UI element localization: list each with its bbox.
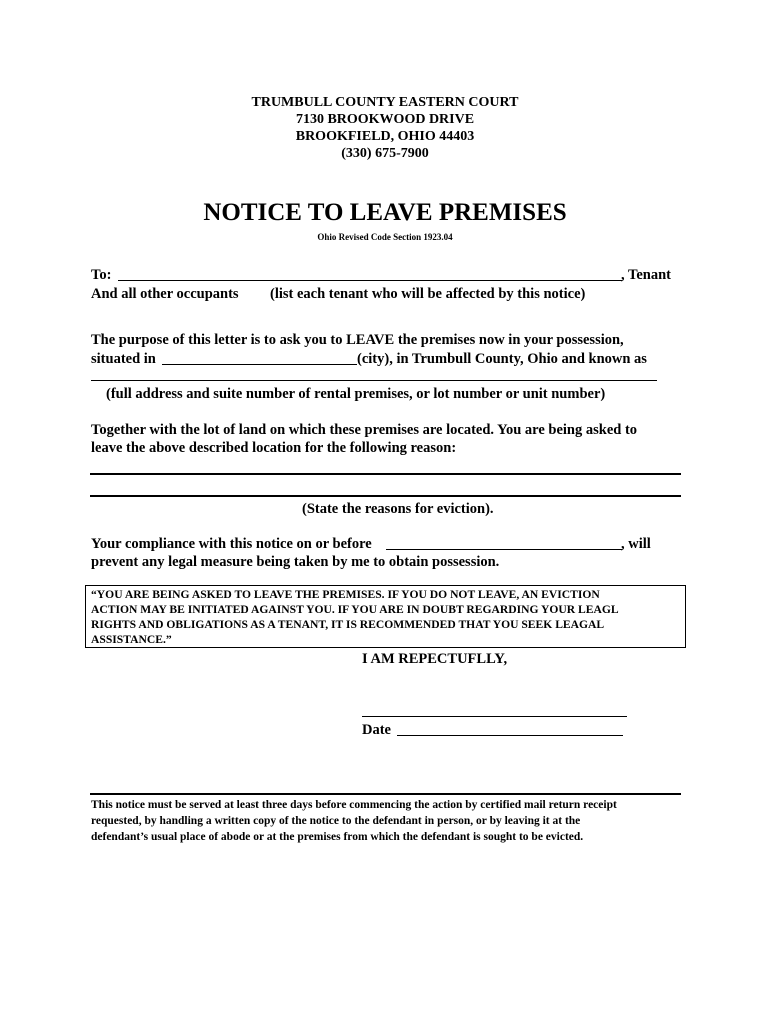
page-subtitle: Ohio Revised Code Section 1923.04: [317, 232, 453, 242]
purpose-line1: The purpose of this letter is to ask you to LEAVE the premises now in your possession,: [91, 332, 624, 348]
date-label: Date: [362, 722, 391, 738]
address-field[interactable]: [91, 380, 657, 381]
footer-divider: [90, 793, 681, 795]
tenant-label: , Tenant: [621, 267, 671, 283]
signature-field[interactable]: [362, 716, 627, 717]
closing-text: I AM REPECTUFLLY,: [362, 651, 508, 667]
court-street: 7130 BROOKWOOD DRIVE: [295, 112, 475, 127]
situated-label: situated in: [91, 351, 156, 367]
reason-field-line2[interactable]: [90, 495, 681, 497]
city-suffix: (city), in Trumbull County, Ohio and known as: [357, 351, 647, 367]
reason-line2: leave the above described location for the following reason:: [91, 440, 457, 456]
compliance-line1-end: , will: [621, 536, 651, 552]
compliance-date-field[interactable]: [386, 549, 622, 550]
court-name: TRUMBULL COUNTY EASTERN COURT: [251, 95, 519, 110]
occupants-label: And all other occupants: [91, 286, 239, 302]
reason-line1: Together with the lot of land on which these premises are located. You are being asked to: [91, 422, 638, 438]
court-city: BROOKFIELD, OHIO 44403: [295, 129, 475, 144]
reason-note: (State the reasons for eviction).: [302, 501, 494, 517]
warning-line4: ASSISTANCE.”: [91, 633, 172, 646]
warning-line3: RIGHTS AND OBLIGATIONS AS A TENANT, IT IS RECOMMENDED THAT YOU SEEK LEAGAL: [91, 618, 605, 631]
city-field[interactable]: [162, 364, 357, 365]
warning-line2: ACTION MAY BE INITIATED AGAINST YOU. IF YOU ARE IN DOUBT REGARDING YOUR LEAGL: [91, 603, 619, 616]
page-title: NOTICE TO LEAVE PREMISES: [203, 199, 567, 226]
tenant-name-field[interactable]: [118, 280, 622, 281]
signature-date-field[interactable]: [397, 735, 623, 736]
court-phone: (330) 675-7900: [341, 146, 429, 161]
reason-field-line1[interactable]: [90, 473, 681, 475]
to-label: To:: [91, 267, 112, 283]
compliance-line1-start: Your compliance with this notice on or before: [91, 536, 372, 552]
occupants-note: (list each tenant who will be affected by this notice): [270, 286, 586, 302]
compliance-line2: prevent any legal measure being taken by me to obtain possession.: [91, 554, 500, 570]
warning-line1: “YOU ARE BEING ASKED TO LEAVE THE PREMISES. IF YOU DO NOT LEAVE, AN EVICTION: [91, 588, 600, 601]
footer-line2: requested, by handling a written copy of the notice to the defendant in person, or by leaving it at the: [91, 815, 581, 827]
footer-line3: defendant’s usual place of abode or at the premises from which the defendant is sought to be evicted.: [91, 831, 584, 843]
address-note: (full address and suite number of rental premises, or lot number or unit number): [106, 386, 606, 402]
footer-line1: This notice must be served at least three days before commencing the action by certified mail return receipt: [91, 799, 617, 811]
